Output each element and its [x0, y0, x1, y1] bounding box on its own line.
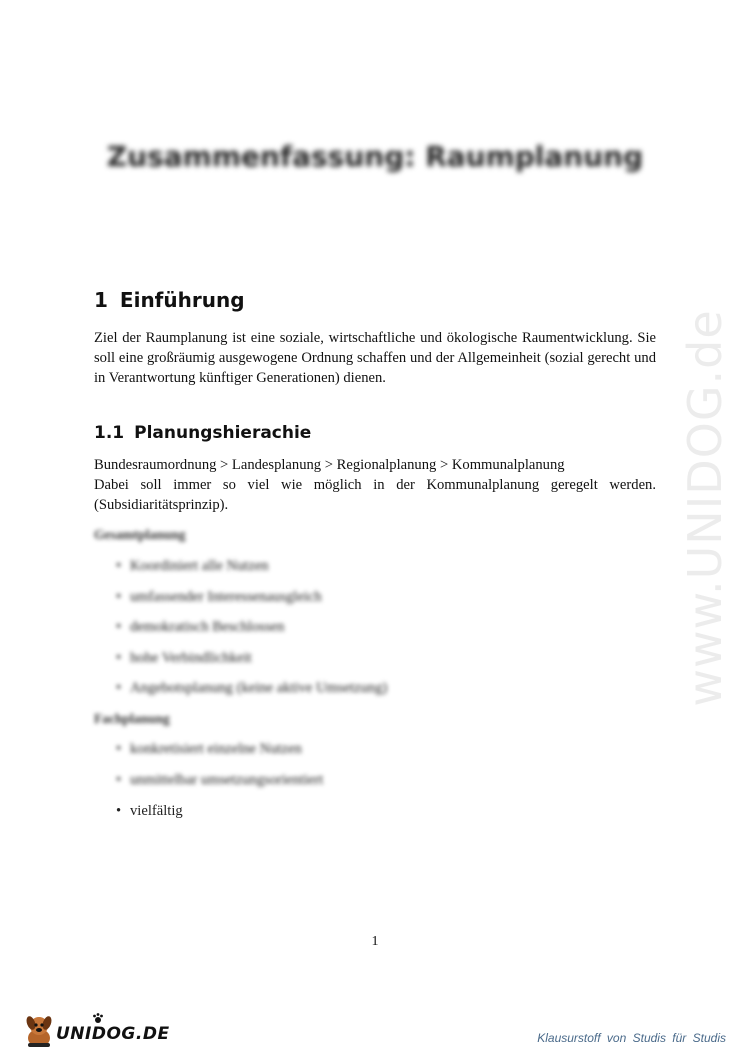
bullet-icon: • — [116, 803, 122, 819]
list-item-text: Koordiniert alle Nutzen — [130, 558, 269, 574]
list-item — [116, 619, 284, 636]
subsidiarity-text: Dabei soll immer so viel wie möglich in der Kommunalplanung geregelt werden. (Subsidiaritätsprinzip). — [94, 477, 656, 513]
bullet-icon: • — [116, 619, 122, 635]
group-heading-gesamtplanung: Gesamtplanung — [94, 527, 186, 542]
unidog-logo — [22, 1012, 170, 1052]
bullet-icon: • — [116, 741, 122, 757]
list-item-text: hohe Verbindlichkeit — [130, 650, 252, 666]
intro-paragraph: Ziel der Raumplanung ist eine soziale, wirtschaftliche und ökologische Raumentwicklung. Sie soll eine großräumig ausgewogene Ordnung schaffen und der Allgemeinheit (sozial gerecht und in Verantwortung künftiger Generationen) dienen. — [94, 330, 656, 386]
page-title: Zusammenfassung: Raumplanung — [106, 140, 644, 173]
list-item — [116, 741, 302, 758]
list-item-text: konkretisiert einzelne Nutzen — [130, 741, 302, 757]
bullet-icon: • — [116, 558, 122, 574]
list-item — [116, 558, 269, 575]
bullet-icon: • — [116, 772, 122, 788]
logo-text: UNIDOG.DE — [56, 1024, 170, 1044]
list-item — [116, 650, 252, 667]
section-number: 1 — [94, 288, 108, 312]
dog-icon — [22, 1012, 58, 1050]
bullet-icon: • — [116, 680, 122, 696]
list-item — [116, 680, 387, 697]
page-number: 1 — [371, 934, 379, 949]
footer-tagline: Klausurstoff von Studis für Studis — [537, 1031, 726, 1045]
list-item — [116, 772, 323, 789]
bullet-icon: • — [116, 650, 122, 666]
watermark-text: www.UNIDOG.de — [678, 309, 732, 707]
subsection-heading — [94, 423, 311, 443]
subsection-title: Planungshierachie — [134, 423, 312, 443]
list-item-text: unmittelbar umsetzungsorientiert — [130, 772, 324, 788]
group-heading-fachplanung: Fachplanung — [94, 711, 170, 726]
hierarchy-paragraph — [94, 455, 656, 515]
section-heading — [94, 288, 245, 312]
list-item-text: umfassender Interessenausgleich — [130, 589, 322, 605]
hierarchy-line: Bundesraumordnung > Landesplanung > Regionalplanung > Kommunalplanung — [94, 457, 565, 473]
subsection-number: 1.1 — [94, 423, 125, 443]
list-item — [116, 803, 183, 820]
bullet-icon: • — [116, 589, 122, 605]
section-title: Einführung — [119, 288, 245, 312]
list-item-text: demokratisch Beschlossen — [130, 619, 285, 635]
list-item — [116, 589, 322, 606]
list-item-text: vielfältig — [130, 803, 183, 819]
paw-icon — [92, 1012, 104, 1024]
list-item-text: Angebotsplanung (keine aktive Umsetzung) — [130, 680, 388, 696]
